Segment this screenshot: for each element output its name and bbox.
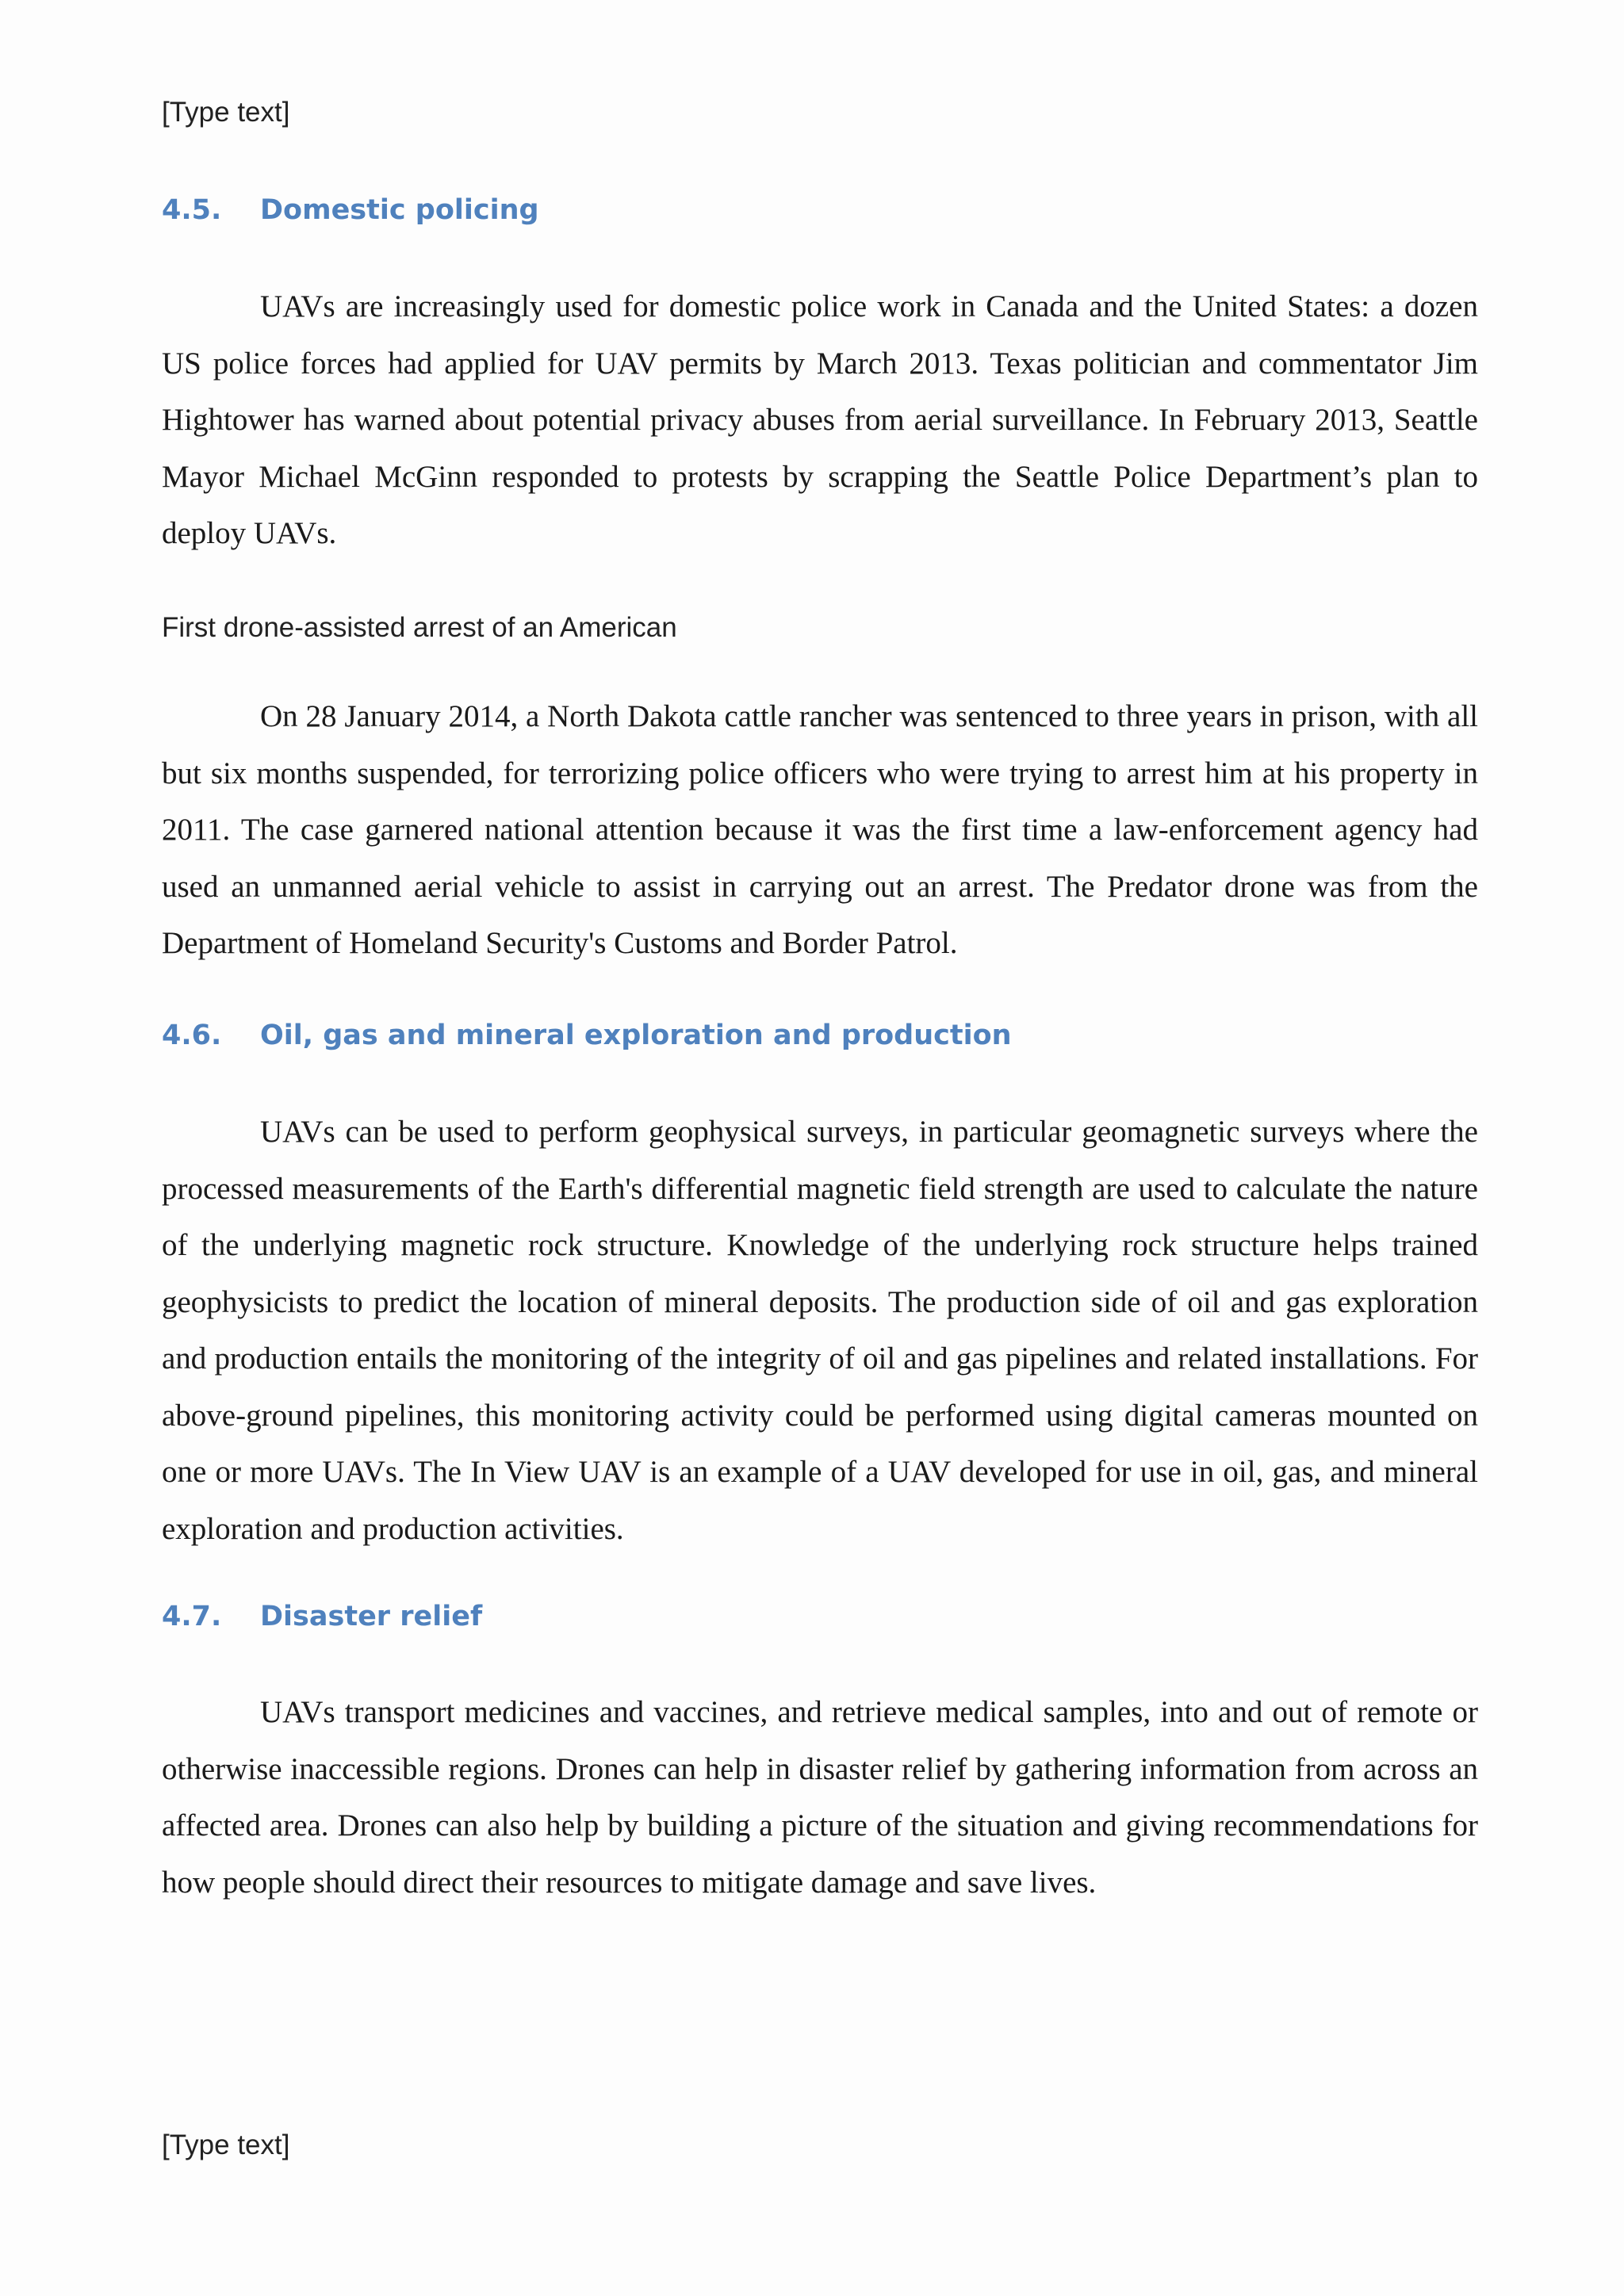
section-title: Disaster relief bbox=[260, 1601, 483, 1632]
section-number: 4.5. bbox=[162, 194, 222, 226]
paragraph-disaster-relief: UAVs transport medicines and vaccines, and retrieve medical samples, into and out of remote or otherwise inaccessible regions. Drones can help in disaster relief by gathering information from across an affected area. Drones can also help by building a picture of the situation and giving recommendations for how people should direct their resources to mitigate damage and save lives. bbox=[162, 1695, 1478, 1900]
section-heading-disaster-relief bbox=[162, 1603, 482, 1631]
page-footer: [Type text] bbox=[162, 2130, 290, 2160]
paragraph-domestic-policing: UAVs are increasingly used for domestic police work in Canada and the United States: a dozen US police forces had applied for UAV permits by March 2013. Texas politician and commentator Jim Hightower has warned about potential privacy abuses from aerial surveillance. In February 2013, Seattle Mayor Michael McGinn responded to protests by scrapping the Seattle Police Department’s plan to deploy UAVs. bbox=[162, 289, 1478, 550]
section-heading-domestic-policing bbox=[162, 194, 539, 226]
section-title: Domestic policing bbox=[260, 194, 539, 226]
section-number: 4.6. bbox=[162, 1020, 222, 1051]
paragraph-first-drone-arrest: On 28 January 2014, a North Dakota cattle rancher was sentenced to three years in prison, with all but six months suspended, for terrorizing police officers who were trying to arrest him at his property in 2011. The case garnered national attention because it was the first time a law-enforcement agency had used an unmanned aerial vehicle to assist in carrying out an arrest. The Predator drone was from the Department of Homeland Security's Customs and Border Patrol. bbox=[162, 699, 1478, 960]
section-heading-oil-gas-mineral bbox=[162, 1022, 1012, 1050]
page-header: [Type text] bbox=[162, 97, 290, 128]
section-title: Oil, gas and mineral exploration and production bbox=[260, 1020, 1012, 1051]
subheading-first-drone-arrest: First drone-assisted arrest of an American bbox=[162, 612, 677, 643]
paragraph-oil-gas-mineral: UAVs can be used to perform geophysical surveys, in particular geomagnetic surveys where the processed measurements of the Earth's differential magnetic field strength are used to calculate the nature of the underlying magnetic rock structure. Knowledge of the underlying rock structure helps trained geophysicists to predict the location of mineral deposits. The production side of oil and gas exploration and production entails the monitoring of the integrity of oil and gas pipelines and related installations. For above-ground pipelines, this monitoring activity could be performed using digital cameras mounted on one or more UAVs. The In View UAV is an example of a UAV developed for use in oil, gas, and mineral exploration and production activities. bbox=[162, 1115, 1478, 1546]
section-number: 4.7. bbox=[162, 1601, 222, 1632]
